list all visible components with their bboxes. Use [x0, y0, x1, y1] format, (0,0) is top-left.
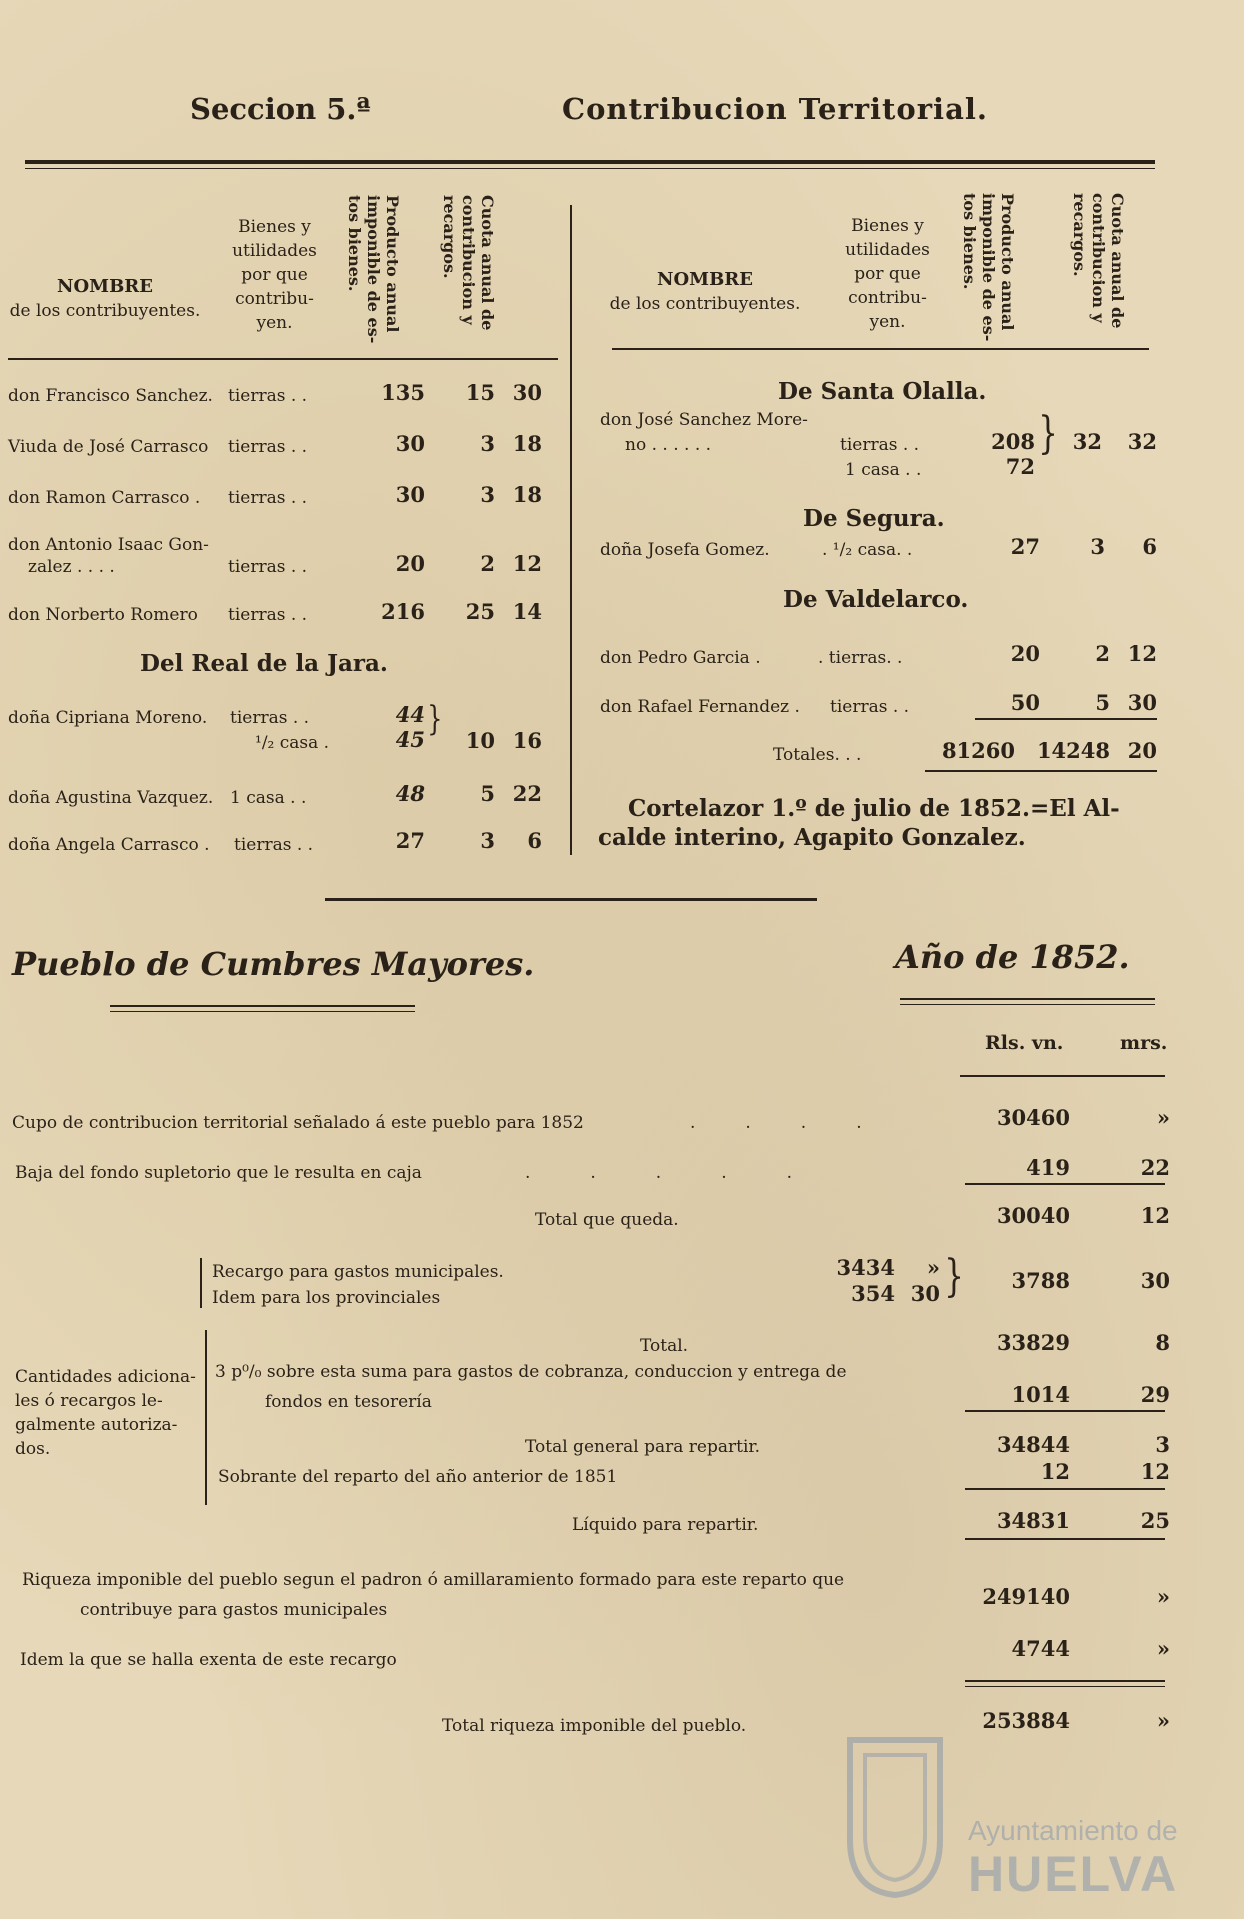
left-row-5-rs: 25	[465, 599, 495, 624]
totals-rule	[975, 718, 1157, 720]
queda-label: Total que queda.	[535, 1210, 679, 1230]
cobranza-mrs: 29	[1140, 1382, 1170, 1407]
cobranza-rule	[965, 1410, 1165, 1412]
left-s2-row-3-mrs: 6	[527, 828, 542, 853]
left-s2-row-2-rs: 5	[480, 781, 495, 806]
left-header-rule	[8, 358, 558, 360]
signature-line-2: calde interino, Agapito Gonzalez.	[598, 824, 1026, 851]
cols-header-rule	[960, 1075, 1165, 1077]
exenta-rule	[965, 1680, 1165, 1682]
exenta-mrs: »	[1156, 1636, 1170, 1661]
riqueza-label2: contribuye para gastos municipales	[80, 1600, 388, 1620]
left-row-4-producto: 20	[395, 551, 425, 576]
santa-olalla-title: De Santa Olalla.	[778, 378, 987, 405]
riqueza-rs: 249140	[982, 1584, 1070, 1609]
recargo-bracket	[200, 1258, 202, 1308]
sobrante-rs: 12	[1040, 1459, 1070, 1484]
cobranza-label: 3 p⁰/₀ sobre esta suma para gastos de cobranza, conduccion y entrega de	[215, 1362, 847, 1382]
exenta-rs: 4744	[1011, 1636, 1070, 1661]
col-producto-right: Producto anual imponible de es-tos bienes.	[960, 193, 1017, 342]
recargo-prov-label: Idem para los provinciales	[212, 1288, 441, 1308]
left-row-4-mrs: 12	[512, 551, 542, 576]
exenta-label: Idem la que se halla exenta de este recargo	[20, 1650, 397, 1670]
valdelarco-row-2-rs: 5	[1095, 690, 1110, 715]
totales-rs: 14248	[1036, 738, 1110, 763]
col-bienes-right: Bienes y utilidades por que contribu-yen.	[845, 216, 930, 332]
col-nombre-right	[605, 268, 805, 316]
sobrante-mrs: 12	[1140, 1459, 1170, 1484]
valdelarco-row-1-nombre: don Pedro Garcia .	[600, 648, 761, 668]
total-label: Total.	[640, 1336, 689, 1356]
totales-mrs: 20	[1127, 738, 1157, 763]
left-row-1-mrs: 30	[512, 380, 542, 405]
sobrante-label: Sobrante del reparto del año anterior de 1851	[218, 1467, 618, 1487]
left-row-4-bienes: tierras . .	[228, 557, 308, 577]
col-cuota-right: Cuota anual de contribucion y recargos.	[1070, 193, 1127, 329]
left-row-5-nombre: don Norberto Romero	[8, 605, 198, 625]
baja-mrs: 22	[1140, 1155, 1170, 1180]
watermark-line2: HUELVA	[968, 1846, 1179, 1902]
col-nombre-sub-right: de los contribuyentes.	[609, 294, 801, 314]
totals-underline	[925, 770, 1157, 772]
valdelarco-row-1-rs: 2	[1095, 641, 1110, 666]
left-row-2-producto: 30	[395, 431, 425, 456]
liquido-rs: 34831	[996, 1508, 1070, 1533]
side-bracket	[205, 1330, 207, 1505]
valdelarco-row-2-bienes: tierras . .	[830, 697, 910, 717]
cupo-mrs: »	[1156, 1105, 1170, 1130]
column-divider	[570, 205, 572, 855]
santa-olalla-nombre2: no . . . . . .	[625, 435, 712, 455]
liquido-rule	[965, 1538, 1165, 1540]
segura-title: De Segura.	[803, 505, 945, 532]
left-section2-title: Del Real de la Jara.	[140, 650, 388, 677]
left-s2-row-1-nombre: doña Cipriana Moreno.	[8, 708, 208, 728]
brace-icon: }	[427, 699, 443, 739]
sobrante-rule	[965, 1488, 1165, 1490]
header-rule	[25, 160, 1155, 164]
col-nombre-title: NOMBRE	[57, 276, 153, 297]
riqueza-mrs: »	[1156, 1584, 1170, 1609]
recargos-sum-mrs: 30	[1140, 1268, 1170, 1293]
left-row-5-bienes: tierras . .	[228, 605, 308, 625]
total-general-mrs: 3	[1155, 1432, 1170, 1457]
riqueza-label: Riqueza imponible del pueblo segun el padron ó amillaramiento formado para este reparto que	[22, 1570, 845, 1590]
pueblo-anio: Año de 1852.	[895, 938, 1130, 976]
anio-underline	[900, 998, 1155, 1000]
left-s2-row-3-producto: 27	[395, 828, 425, 853]
recargo-mun-rs: 3434	[836, 1255, 895, 1280]
segura-mrs: 6	[1142, 534, 1157, 559]
left-row-1-nombre: don Francisco Sanchez.	[8, 386, 213, 406]
liquido-label: Líquido para repartir.	[572, 1515, 759, 1535]
queda-mrs: 12	[1140, 1203, 1170, 1228]
brace-icon: }	[1038, 408, 1058, 459]
left-s2-row-1-bienes: tierras . .	[230, 708, 310, 728]
left-row-1-producto: 135	[381, 380, 425, 405]
total-general-rs: 34844	[996, 1432, 1070, 1457]
left-row-3-mrs: 18	[512, 482, 542, 507]
left-s2-row-2-producto: 48	[395, 781, 425, 806]
brace-icon: }	[944, 1251, 964, 1302]
leader-dots: .....	[525, 1163, 853, 1183]
left-s2-row-1-producto2: 45	[395, 727, 425, 752]
header-rule-thin	[25, 168, 1155, 169]
recargo-mun-mrs: »	[926, 1255, 940, 1280]
coat-of-arms-icon	[840, 1730, 950, 1900]
total-riqueza-mrs: »	[1156, 1708, 1170, 1733]
valdelarco-row-1-producto: 20	[1010, 641, 1040, 666]
recargo-prov-mrs: 30	[910, 1281, 940, 1306]
left-row-2-mrs: 18	[512, 431, 542, 456]
baja-label: Baja del fondo supletorio que le resulta en caja	[15, 1163, 422, 1183]
watermark-line1: Ayuntamiento de	[968, 1815, 1178, 1846]
left-row-1-bienes: tierras . .	[228, 386, 308, 406]
left-row-2-nombre: Viuda de José Carrasco	[8, 437, 209, 457]
exenta-rule-thin	[965, 1686, 1165, 1687]
left-row-2-bienes: tierras . .	[228, 437, 308, 457]
side-label: Cantidades adiciona-les ó recargos le-galmente autoriza-dos.	[15, 1367, 196, 1459]
segura-rs: 3	[1090, 534, 1105, 559]
valdelarco-row-2-nombre: don Rafael Fernandez .	[600, 697, 800, 717]
left-s2-row-3-rs: 3	[480, 828, 495, 853]
right-header-rule	[612, 348, 1149, 350]
cobranza-rs: 1014	[1011, 1382, 1070, 1407]
valdelarco-title: De Valdelarco.	[783, 586, 969, 613]
left-s2-row-2-mrs: 22	[512, 781, 542, 806]
col-mrs-header: mrs.	[1120, 1032, 1168, 1054]
left-row-3-bienes: tierras . .	[228, 488, 308, 508]
segura-nombre: doña Josefa Gomez.	[600, 540, 770, 560]
col-nombre-sub: de los contribuyentes.	[9, 301, 201, 321]
santa-olalla-nombre: don José Sanchez More-	[600, 410, 808, 430]
left-row-5-producto: 216	[381, 599, 425, 624]
left-s2-row-1-bienes2: ¹/₂ casa .	[255, 733, 330, 753]
recargo-mun-label: Recargo para gastos municipales.	[212, 1262, 504, 1282]
col-producto-left: Producto anual imponible de es-tos bienes.	[345, 195, 402, 344]
recargo-prov-rs: 354	[851, 1281, 895, 1306]
cupo-label: Cupo de contribucion territorial señalado á este pueblo para 1852	[12, 1113, 584, 1133]
santa-olalla-producto2: 72	[1005, 454, 1035, 479]
left-s2-row-3-nombre: doña Angela Carrasco .	[8, 835, 210, 855]
page-title: Contribucion Territorial.	[562, 92, 988, 126]
left-row-3-producto: 30	[395, 482, 425, 507]
total-riqueza-rs: 253884	[982, 1708, 1070, 1733]
left-s2-row-3-bienes: tierras . .	[234, 835, 314, 855]
santa-olalla-mrs: 32	[1127, 429, 1157, 454]
baja-rs: 419	[1026, 1155, 1070, 1180]
left-row-5-mrs: 14	[512, 599, 542, 624]
santa-olalla-rs: 32	[1072, 429, 1102, 454]
section-divider	[325, 898, 817, 901]
col-rs-header: Rls. vn.	[985, 1032, 1064, 1054]
totales-producto: 81260	[941, 738, 1015, 763]
total-riqueza-label: Total riqueza imponible del pueblo.	[442, 1716, 747, 1736]
pueblo-underline	[110, 1005, 415, 1007]
left-s2-row-1-mrs: 16	[512, 728, 542, 753]
left-row-1-rs: 15	[465, 380, 495, 405]
leader-dots: ....	[690, 1113, 912, 1133]
valdelarco-row-1-mrs: 12	[1127, 641, 1157, 666]
cupo-rs: 30460	[996, 1105, 1070, 1130]
col-nombre-left	[5, 275, 205, 323]
pueblo-underline-thin	[110, 1011, 415, 1012]
baja-rule	[965, 1183, 1165, 1185]
total-mrs: 8	[1155, 1330, 1170, 1355]
left-row-4-nombre2: zalez . . . .	[28, 557, 115, 577]
santa-olalla-bienes: tierras . .	[840, 435, 920, 455]
left-row-3-rs: 3	[480, 482, 495, 507]
left-row-4-nombre: don Antonio Isaac Gon-	[8, 535, 209, 555]
valdelarco-row-1-bienes: . tierras. .	[818, 648, 903, 668]
recargos-sum-rs: 3788	[1011, 1268, 1070, 1293]
segura-producto: 27	[1010, 534, 1040, 559]
total-rs: 33829	[996, 1330, 1070, 1355]
col-bienes-left: Bienes y utilidades por que contribu-yen.	[232, 217, 317, 333]
valdelarco-row-2-mrs: 30	[1127, 690, 1157, 715]
signature-line-1: Cortelazor 1.º de julio de 1852.=El Al-	[628, 795, 1120, 822]
left-s2-row-2-nombre: doña Agustina Vazquez.	[8, 788, 214, 808]
valdelarco-row-2-producto: 50	[1010, 690, 1040, 715]
left-s2-row-2-bienes: 1 casa . .	[230, 788, 307, 808]
totales-label: Totales. . .	[773, 745, 862, 765]
pueblo-title: Pueblo de Cumbres Mayores.	[12, 945, 535, 983]
left-row-2-rs: 3	[480, 431, 495, 456]
left-row-3-nombre: don Ramon Carrasco .	[8, 488, 201, 508]
col-nombre-title-right: NOMBRE	[657, 269, 753, 290]
col-cuota-left: Cuota anual de contribucion y recargos.	[440, 195, 497, 331]
left-s2-row-1-rs: 10	[465, 728, 495, 753]
queda-rs: 30040	[996, 1203, 1070, 1228]
section-number: Seccion 5.ª	[190, 92, 371, 126]
left-s2-row-1-producto: 44	[395, 702, 425, 727]
liquido-mrs: 25	[1140, 1508, 1170, 1533]
left-row-4-rs: 2	[480, 551, 495, 576]
cobranza-label2: fondos en tesorería	[265, 1392, 432, 1412]
santa-olalla-producto: 208	[991, 429, 1035, 454]
total-general-label: Total general para repartir.	[525, 1437, 761, 1457]
segura-bienes: . ¹/₂ casa. .	[822, 540, 913, 560]
anio-underline-thin	[900, 1004, 1155, 1005]
santa-olalla-bienes2: 1 casa . .	[845, 460, 922, 480]
